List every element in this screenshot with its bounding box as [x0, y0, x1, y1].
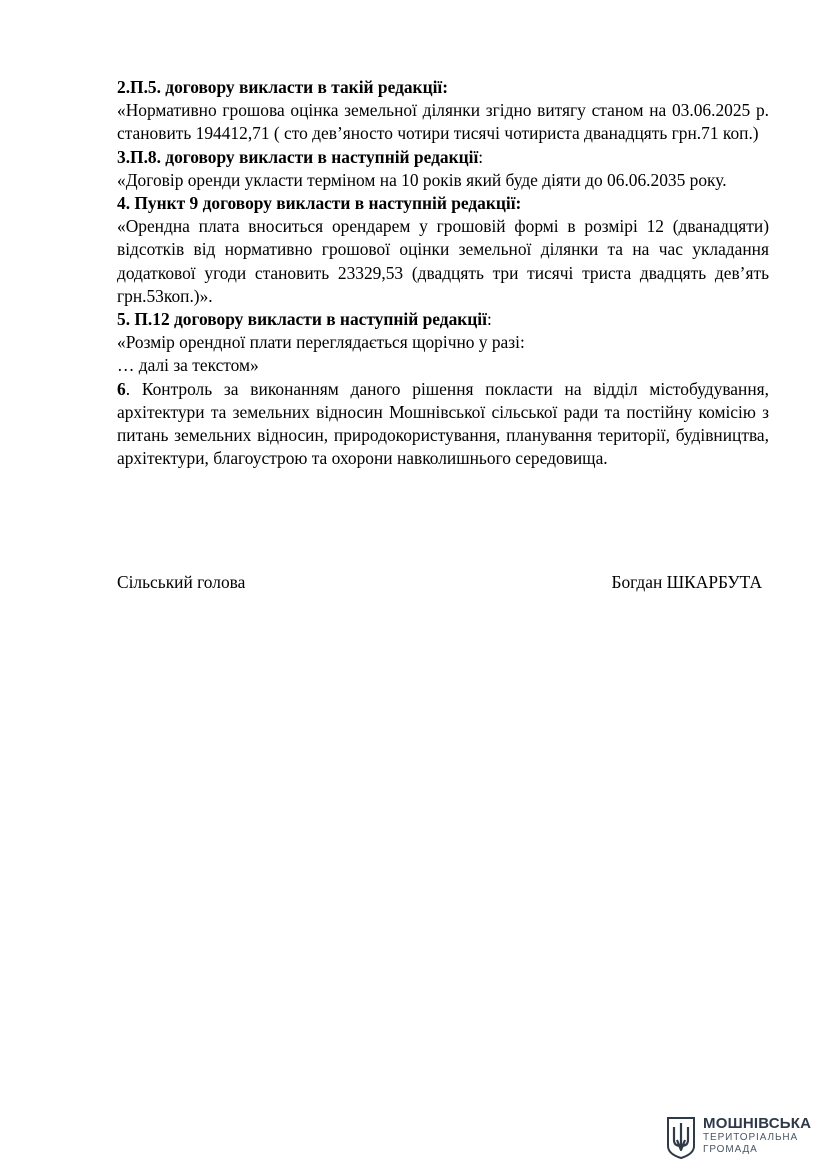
section-body-2: «Нормативно грошова оцінка земельної ділянки згідно витягу станом на 03.06.2025 р. становить 194412,71 ( сто дев’яносто чотири тисячі чотириста дванадцять грн.71 коп.)	[117, 100, 769, 144]
community-logo	[666, 1116, 811, 1160]
signature-block	[117, 571, 762, 594]
clause-6-number: 6	[117, 378, 126, 399]
signature-name: Богдан ШКАРБУТА	[611, 572, 762, 592]
clause-6	[117, 378, 769, 471]
trident-emblem-icon	[666, 1116, 696, 1160]
logo-line-3: ГРОМАДА	[703, 1144, 758, 1155]
section-heading-5: 5. П.12 договору викласти в наступній редакції:	[117, 309, 492, 330]
signature-position: Сільський голова	[117, 572, 246, 592]
logo-line-2: ТЕРИТОРІАЛЬНА	[703, 1132, 799, 1143]
section-body-5: «Розмір орендної плати переглядається щорічно у разі:	[117, 332, 525, 353]
section-body-5-continuation: … далі за текстом»	[117, 355, 259, 376]
section-body-4: «Орендна плата вноситься орендарем у грошовій формі в розмірі 12 (дванадцяти) відсотків від нормативно грошової оцінки земельної ділянки та на час укладання додаткової угоди становить 23329,53 (двадцять три тисячі триста двадцять дев’ять грн.53коп.)».	[117, 216, 769, 306]
section-heading-4: 4. Пункт 9 договору викласти в наступній редакції:	[117, 193, 522, 214]
section-heading-3: 3.П.8. договору викласти в наступній редакції:	[117, 146, 484, 167]
section-heading-2: 2.П.5. договору викласти в такій редакції:	[117, 77, 449, 97]
document-body	[117, 76, 769, 470]
logo-text	[703, 1116, 811, 1155]
section-body-3: «Договір оренди укласти терміном на 10 років який буде діяти до 06.06.2035 року.	[117, 169, 727, 190]
clause-6-text: . Контроль за виконанням даного рішення покласти на відділ містобудування, архітектури та земельних відносин Мошнівської сільської ради та постійну комісію з питань земельних відносин, природокористування, планування території, будівництва, архітектури, благоустрою та охорони навколишнього середовища.	[117, 378, 769, 469]
logo-line-1: МОШНІВСЬКА	[703, 1115, 812, 1132]
